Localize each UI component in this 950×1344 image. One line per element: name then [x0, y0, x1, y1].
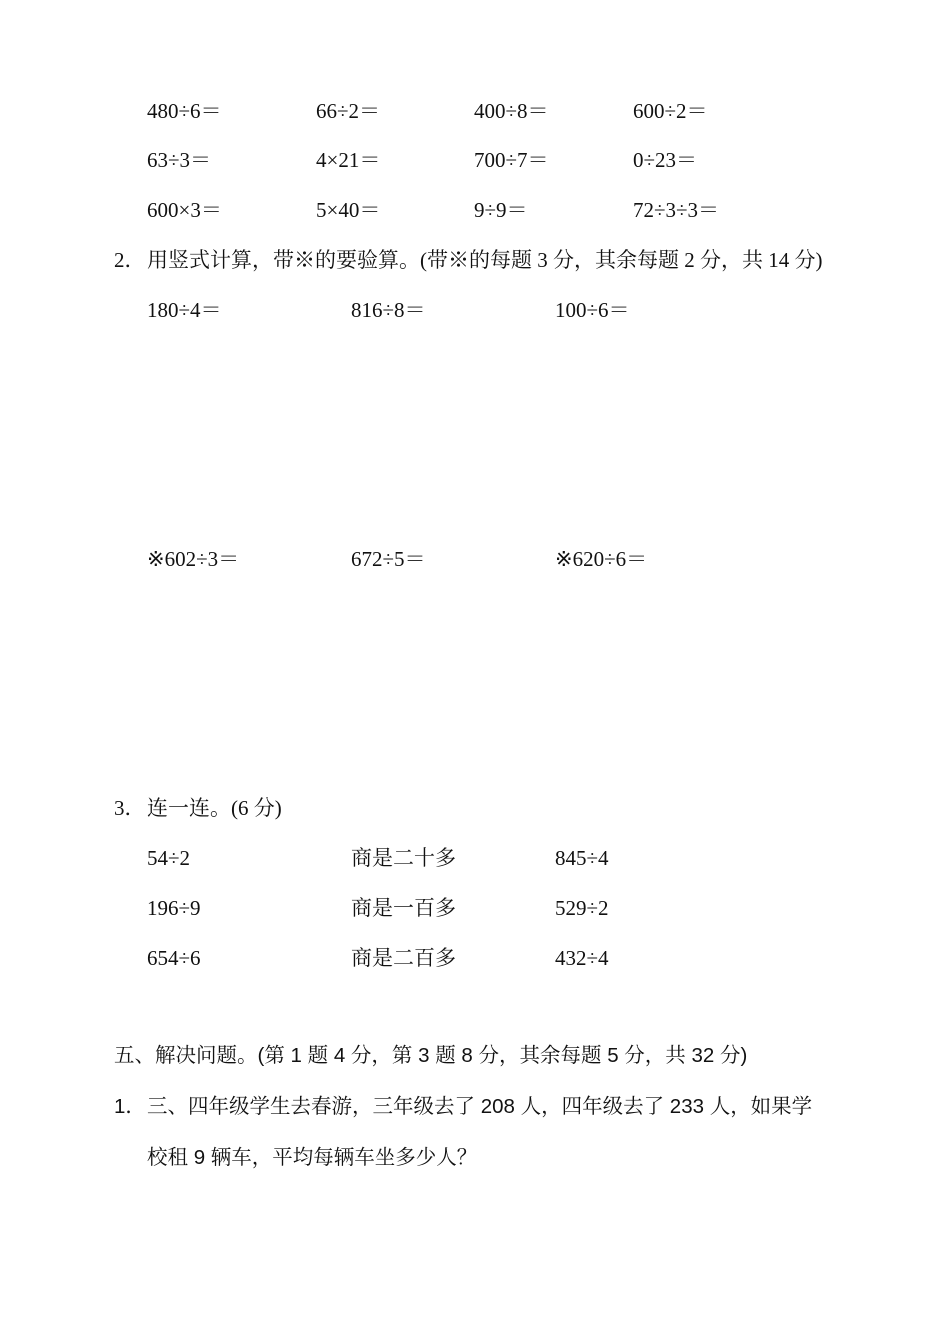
calc-item: 480÷6＝ [147, 99, 222, 123]
vertical-calc-item: ※620÷6＝ [555, 547, 648, 571]
calc-item: 63÷3＝ [147, 148, 212, 172]
match-right-item: 432÷4 [555, 946, 609, 970]
match-right-item: 845÷4 [555, 846, 609, 870]
match-left-item: 54÷2 [147, 846, 191, 870]
vertical-calc-item: 100÷6＝ [555, 298, 630, 322]
calc-item: 4×21＝ [316, 148, 381, 172]
vertical-calc-item: 672÷5＝ [351, 547, 426, 571]
calc-item: 700÷7＝ [474, 148, 549, 172]
vertical-calc-item: 816÷8＝ [351, 298, 426, 322]
calc-item: 5×40＝ [316, 198, 381, 222]
question-number: 3． [114, 796, 146, 820]
problem-text-line-1: 三、四年级学生去春游，三年级去了 208 人，四年级去了 233 人，如果学 [147, 1095, 813, 1118]
match-left-item: 196÷9 [147, 896, 201, 920]
calc-item: 600÷2＝ [633, 99, 708, 123]
question-text: 连一连。(6 分) [147, 796, 282, 820]
calc-item: 9÷9＝ [474, 198, 528, 222]
question-text: 用竖式计算，带※的要验算。(带※的每题 3 分，其余每题 2 分，共 14 分) [147, 248, 823, 272]
calc-item: 600×3＝ [147, 198, 222, 222]
vertical-calc-item: 180÷4＝ [147, 298, 222, 322]
calc-item: 0÷23＝ [633, 148, 698, 172]
vertical-calc-item: ※602÷3＝ [147, 547, 240, 571]
match-left-item: 654÷6 [147, 946, 201, 970]
match-middle-item: 商是一百多 [351, 896, 456, 920]
match-middle-item: 商是二十多 [351, 846, 456, 870]
calc-item: 400÷8＝ [474, 99, 549, 123]
problem-text-line-2: 校租 9 辆车，平均每辆车坐多少人？ [147, 1146, 478, 1169]
problem-number: 1． [114, 1095, 146, 1118]
match-right-item: 529÷2 [555, 896, 609, 920]
calc-item: 72÷3÷3＝ [633, 198, 720, 222]
section-title: 五、解决问题。(第 1 题 4 分，第 3 题 8 分，其余每题 5 分，共 32 分) [114, 1044, 748, 1067]
question-number: 2． [114, 248, 146, 272]
match-middle-item: 商是二百多 [351, 946, 456, 970]
calc-item: 66÷2＝ [316, 99, 381, 123]
